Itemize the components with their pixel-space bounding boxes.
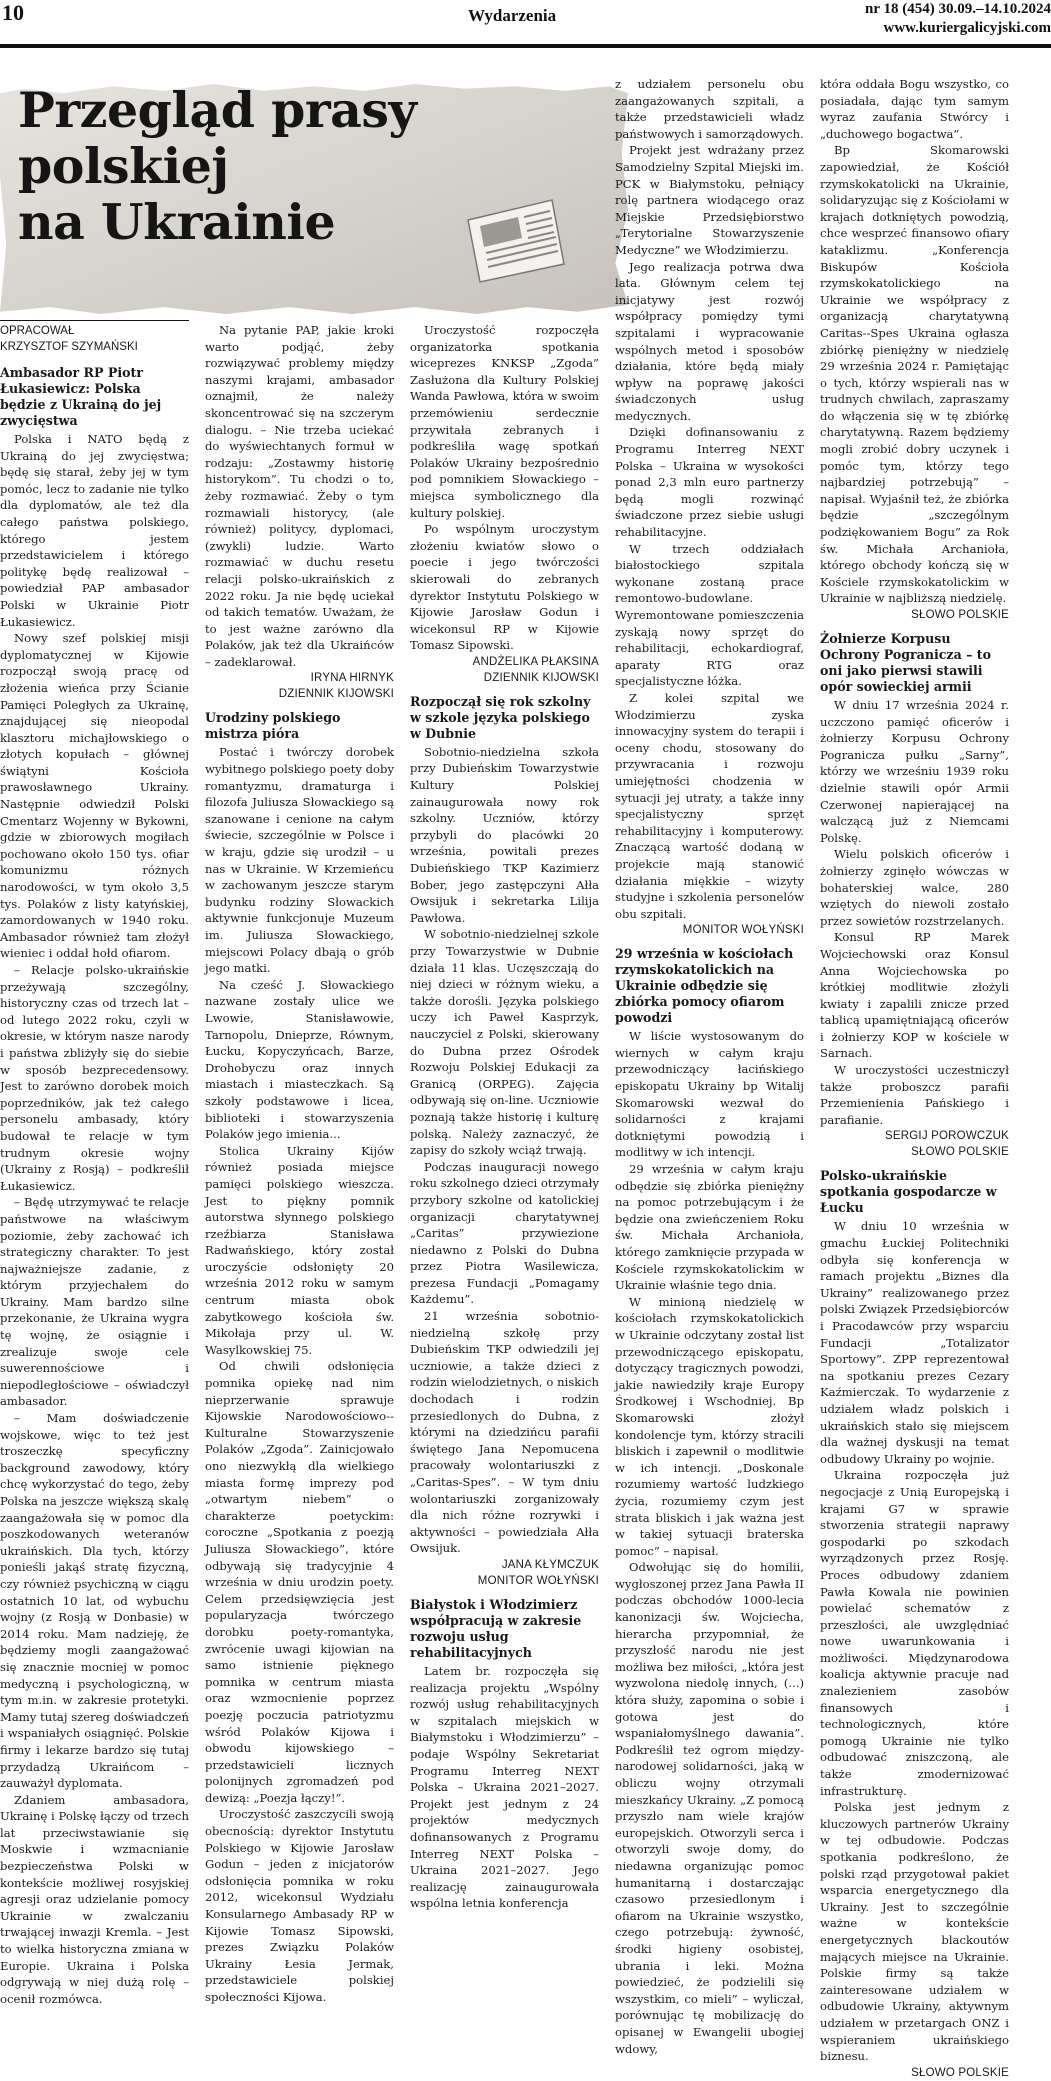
paragraph: Uroczystość zaszczycili swoją obecnością: dyrektor Instytutu Polskiego w Kijowie Jarosław Godun – jeden z inicjatorów odsłonięcia pomnika w roku 2012, wicekonsul Wydziału Konsularnego Ambasady RP w Kijowie Tomasz Sipowski, prezes Związku Polaków Ukrainy Łesia Jermak, przedstawiciele polskiej społeczności Kijowa. (205, 1807, 394, 2004)
byline: SERGIJ POROWCZUK SŁOWO POLSKIE (885, 1130, 1009, 1159)
paragraph: Na pytanie PAP, jakie kroki warto podjąć, żeby rozwiązywać problemy między naszymi krajami, ambasador oznajmił, że należy skoncentrować się na szczerym dialogu. – Nie trzeba uciekać do wyświechtanych formuł w rodzaju: „Zostawmy historię historykom”. Tu chodzi o to, żeby rozmawiać. Żeby o tym rozmawiali historycy, (ale również) politycy, dyplomaci, (zwykli) ludzie. Warto rozmawiać w duchu resetu relacji polsko-ukraińskich z 2022 roku. Ja nie będę uciekał od takich tematów. Uważam, że to jest ważne zarówno dla Polaków, jak też dla Ukraińców – zadeklarował. (205, 323, 394, 669)
paragraph: Projekt jest wdrażany przez Samodzielny Szpital Miejski im. PCK w Białymstoku, pełniący rolę partnera wiodącego oraz Miejskie Przedsiębiorstwo „Terytorialne Stowarzyszenie Medyczne” we Włodzimierzu. (615, 143, 804, 257)
paragraph: Postać i twórczy dorobek wybitnego polskiego poety doby romantyzmu, dramaturga i filozofa Juliusza Słowackiego są szanowane i cenione na całym świecie, szczególnie w Polsce i w kraju, gdzie się urodził – u nas w Ukrainie. W Krzemieńcu w zachowanym jeszcze starym budynku rodziny Słowackich aktywnie funkcjonuje Muzeum im. Juliusza Słowackiego, miejscowi Polacy dbają o grób jego matki. (205, 745, 394, 976)
paragraph: Sobotnio-niedzielna szkoła przy Dubieńskim Towarzystwie Kultury Polskiej zainaugurowała nowy rok szkolny. Uczniów, którzy przybyli do placówki 20 września, powitali prezes Dubieńskiego TKP Kazimierz Bober, jego zastępczyni Ałła Owsijuk i sekretarka Lilija Pawłowa. (410, 744, 599, 925)
paragraph: 29 września w całym kraju odbędzie się zbiórka pieniężny na pomoc potrzebującym i że będzie ona zwieńczeniem Roku św. Michała Archanioła, którego zamknięcie przypada w Kościele rzymskokatolickim w Ukrainie właśnie tego dnia. (615, 1162, 804, 1293)
paragraph: W minioną niedzielę w kościołach rzymskokatolickich w Ukrainie odczytany został list przewodniczącego episkopatu, dotyczący tragicznych powodzi, jakie nawiedziły kraje Europy Środkowej i Wschodniej. Bp Skomarowski złożył kondolencje tym, którzy stracili bliskich i zapewnił o modlitwie w ich intencji. „Doskonale rozumiemy wartość ludzkiego życia, rozumiemy czym jest strata bliskich i jak ważna jest w takiej sytuacji braterska pomoc” – napisał. (615, 1294, 804, 1558)
page-number: 10 (2, 0, 24, 25)
column-1 (0, 320, 189, 2007)
byline: JANA KŁYMCZUK MONITOR WOŁYŃSKI (477, 1558, 599, 1587)
section-title: Wydarzenia (468, 6, 557, 25)
title-banner (0, 72, 630, 322)
paragraph: Na cześć J. Słowackiego nazwane zostały ulice we Lwowie, Stanisławowie, Tarnopolu, Dnieprze, Równym, Łucku, Kopyczyńcach, Barze, Drohobyczu oraz innych miastach i miasteczkach. Są szkoły podstawowe i licea, biblioteki i stowarzyszenia Polaków jego imienia... (205, 977, 394, 1142)
paragraph: W sobotnio-niedzielnej szkole przy Towarzystwie w Dubnie działa 11 klas. Uczęszczają do niej dzieci w różnym wieku, a także dorośli. Języka polskiego uczy ich Paweł Kasprzyk, nauczyciel z Polski, skierowany do Dubna przez Ośrodek Rozwoju Polskiej Edukacji za Granicą (ORPEG). Zajęcia odbywają się on-line. Uczniowie poznają także historię i kulturę polską. Należy zaznaczyć, że zapisy do szkoły wciąż trwają. (410, 927, 599, 1158)
paragraph: Jego realizacja potrwa dwa lata. Głównym celem tej inicjatywy jest rozwój współpracy pomiędzy tymi szpitalami i wypracowanie wspólnych metod i sposobów działania, które będą miały wpływ na poprawę jakości świadczonych usług medycznych. (615, 259, 804, 423)
paragraph: Polska i NATO będą z Ukrainą do jej zwycięstwa; będę się starał, żeby jej w tym pomóc, lecz to zadanie nie tylko dla dyplomatów, ale też dla całego państwa polskiego, którego jestem przedstawicielem i którego politykę będę realizował – powiedział PAP ambasador Polski w Ukrainie Piotr Łukasiewicz. (0, 432, 189, 629)
paragraph: Z kolei szpital we Włodzimierzu zyska innowacyjny system do terapii i oceny chodu, stosowany do przywracania i rozwoju umiejętności chodzenia w sytuacji jej utraty, a także inny specjalistyczny sprzęt rehabilitacyjny i komputerowy. Znaczącą wartość dodaną w projekcie mają stanowić działania miękkie – wizyty studyjne i szkolenia personelów obu szpitali. (615, 690, 804, 921)
paragraph: Ukraina rozpoczęła już negocjacje z Unią Europejską i krajami G7 w sprawie stworzenia strategii naprawy gospodarki po szkodach wyrządzonych przez Rosję. Proces odbudowy zdaniem Pawła Kowala nie powinien powielać schematów z przeszłości, ale uwzględniać nowe uwarunkowania i możliwości. Międzynarodowa koalicja aktywnie pracuje nad znalezieniem zasobów finansowych i technologicznych, które pomogą Ukrainie nie tylko odbudować zniszczoną, ale także zmodernizować infrastrukturę. (820, 1468, 1009, 1798)
paragraph: W dniu 17 września 2024 r. uczczono pamięć oficerów i żołnierzy Korpusu Ochrony Pogranicza pułku „Sarny”, którzy we wrześniu 1939 roku dzielnie stawili opór Armii Czerwonej napierającej na walczącą już z Niemcami Polskę. (820, 698, 1009, 845)
paragraph: 21 września sobotnio-niedzielną szkołę przy Dubieńskim TKP odwiedzili jej uczniowie, a także dzieci z rodzin wielodzietnych, o niskich dochodach i rodzin przesiedlonych do Dubna, z którymi na dziedzińcu parafii świętego Jana Nepomucena pracowały wolontariuszki z „Caritas-Spes”. – W tym dniu wolontariuszki zorganizowały dla nich różne rozrywki i aktywności – powiedziała Ałła Owsijuk. (410, 1309, 599, 1556)
paragraph: Polska jest jednym z kluczowych partnerów Ukrainy w tej odbudowie. Podczas spotkania podkreślono, że polski rząd przygotował pakiet wsparcia energetycznego dla Ukrainy. Jest to szczególnie ważne w kontekście energetycznych blackoutów mających miejsce na Ukrainie. Polskie firmy są także zainteresowane udziałem w odbudowie Ukrainy, aktywnym udziałem w przetargach ONZ i wspieraniem ukraińskiego biznesu. (820, 1800, 1009, 2064)
paragraph: Bp Skomarowski zapowiedział, że Kościół rzymskokatolicki na Ukrainie, solidaryzując się z Kościołami w krajach dotkniętych powodzią, chce wesprzeć finansowo ofiary kataklizmu. „Konferencja Biskupów Kościoła rzymskokatolickiego na Ukrainie we współpracy z organizacją charytatywną Caritas--Spes Ukraina ogłasza zbiórkę pieniężny w niedzielę 29 września 2024 r. Pamiętając o tych, którzy wspierali nas w trudnych chwilach, zapraszamy do włączenia się w tę zbiórkę charytatywną. Razem będziemy mogli zrobić dobry uczynek i pomóc tym, którzy tego najbardziej potrzebują” – napisał. Wyjaśnił też, że zbiórka będzie „szczególnym podziękowaniem Bogu” za Rok św. Michała Archanioła, którego obchody kończą się w Kościele rzymskokatolickim w Ukrainie w najbliższą niedzielę. (820, 143, 1009, 606)
newspaper-icon (460, 190, 570, 285)
paragraph: która oddała Bogu wszystko, co posiadała, dając tym samym wyraz zaufania Stwórcy i „duchowego bogactwa”. (820, 77, 1009, 141)
paragraph: Uroczystość rozpoczęła organizatorka spotkania wiceprezes KNKSP „Zgoda” Zasłużona dla Kultury Polskiej Wanda Pawłowa, która w swoim przemówieniu serdecznie przywitała zebranych i podkreśliła wagę spotkań Polaków Ukrainy bezpośrednio pod pomnikiem Słowackiego – miejsca symbolicznego dla kultury polskiej. (410, 323, 599, 520)
article-headline: Urodziny polskiego mistrza pióra (205, 710, 341, 742)
paragraph: Nowy szef polskiej misji dyplomatycznej w Kijowie rozpoczął swoją pracę od złożenia wieńca przy Ścianie Pamięci Poległych za Ukrainę, znajdującej się nieopodal klasztoru michajłowskiego o złotych kopułach – głównej świątyni Kościoła prawosławnego Ukrainy. Następnie odwiedził Polski Cmentarz Wojenny w Bykowni, gdzie w zbiorowych mogiłach pochowano około 150 tys. ofiar komunizmu różnych narodowości, w tym około 3,5 tys. Polaków z listy katyńskiej, zamordowanych w 1940 roku. Ambasador również tam złożył wieniec i oddał hołd ofiarom. (0, 631, 189, 961)
article-headline: 29 września w kościołach rzymskokatolickich na Ukrainie odbędzie się zbiórka pomocy ofiarom powodzi (615, 946, 794, 1026)
paragraph: z udziałem personelu obu zaangażowanych szpitali, a także przedstawicieli władz państwowych i samorządowych. (615, 77, 804, 141)
paragraph: Od chwili odsłonięcia pomnika opiekę nad nim nieprzerwanie sprawuje Kijowskie Narodowościowo--Kulturalne Stowarzyszenie Polaków „Zgoda”. Zainicjowało ono niezwykłą dla wielkiego miasta formę imprezy pod „otwartym niebem” o charakterze poetyckim: coroczne „Spotkania z poezją Juliusza Słowackiego”, które odbywają się tradycyjnie 4 września w dniu urodzin poety. Celem przedsięwzięcia jest popularyzacja twórczego dorobku poety-romantyka, zwrócenie uwagi kijowian na samo istnienie pięknego pomnika w centrum miasta oraz wzmocnienie poprzez poezję poczucia patriotyzmu wśród Polaków Kijowa i obwodu kijowskiego – przedstawicieli licznych polonijnych zgromadzeń pod dewizą: „Poezja łączy!”. (205, 1359, 394, 1805)
paragraph: Zdaniem ambasadora, Ukrainę i Polskę łączy od trzech lat przeciwstawianie się Moskwie i wzmacnianie bezpieczeństwa Polski w kontekście możliwej rosyjskiej agresji oraz udzielanie pomocy Ukrainie w zwalczaniu trwającej inwazji Kremla. – Jest to wielka historyczna zmiana w Europie. Ukraina i Polska odgrywają w niej dużą rolę – ocenił rozmówca. (0, 1792, 189, 2006)
column-5 (820, 76, 1009, 2081)
issue-info (865, 0, 1051, 38)
column-3 (410, 322, 599, 1912)
byline: IRYNA HIRNYK DZIENNIK KIJOWSKI (278, 672, 394, 701)
paragraph: Stolica Ukrainy Kijów również posiada miejsce pamięci polskiego wieszcza. Jest to piękny pomnik autorstwa słynnego polskiego rzeźbiarza Stanisława Radwańskiego, który został uroczyście odsłonięty 20 września 2012 roku w samym centrum miasta obok zabytkowego kościoła św. Mikołaja przy ul. W. Wasylkowskiej 75. (205, 1143, 394, 1357)
page-header (0, 0, 1051, 48)
article-headline: Rozpoczął się rok szkolny w szkole języka polskiego w Dubnie (410, 693, 591, 741)
byline: MONITOR WOŁYŃSKI (682, 924, 804, 937)
paragraph: Latem br. rozpoczęła się realizacja projektu „Wspólny rozwój usług rehabilitacyjnych w szpitalach miejskich w Białymstoku i Włodzimierzu” – podaje Wspólny Sekretariat Programu Interreg NEXT Polska – Ukraina 2021–2027. Projekt jest jednym z 24 projektów medycznych dofinansowanych z Programu Interreg NEXT Polska – Ukraina 2021–2027. Jego realizację zainaugurowała wspólna letnia konferencja (410, 1663, 599, 1911)
paragraph: W dniu 10 września w gmachu Łuckiej Politechniki odbyła się konferencja w ramach projektu „Biznes dla Ukrainy” realizowanego przez polski Związek Przedsiębiorców i Pracodawców przy wsparciu Fundacji „Totalizator Sportowy”. ZPP reprezentował na spotkaniu prezes Cezary Kaźmierczak. To wydarzenie z udziałem władz polskich i ukraińskich stało się miejscem dla ważnej dyskusji na temat odbudowy Ukrainy po wojnie. (820, 1219, 1009, 1466)
byline: ANDŻELIKA PŁAKSINA DZIENNIK KIJOWSKI (472, 655, 599, 684)
paragraph: Podczas inauguracji nowego roku szkolnego dzieci otrzymały przybory szkolne od katolickiej organizacji charytatywnej „Caritas” przywiezione niedawno z Polski do Dubna przez Piotra Wasilewicza, prezesa Fundacji „Pomagamy Każdemu”. (410, 1159, 599, 1307)
byline: SŁOWO POLSKIE (911, 2066, 1009, 2079)
column-2 (205, 322, 394, 2006)
paragraph: Wielu polskich oficerów i żołnierzy zginęło wówczas w bohaterskiej walce, 280 wziętych do niewoli zostało przez sowietów rozstrzelanych. (820, 847, 1009, 928)
article-headline: Ambasador RP Piotr Łukasiewicz: Polska będzie z Ukrainą do jej zwycięstwa (0, 365, 162, 428)
paragraph: Konsul RP Marek Wojciechowski oraz Konsul Anna Wojciechowska po krótkiej modlitwie złożyli kwiaty i zapalili znicze przed tablicą upamiętniającą oficerów i żołnierzy KOP w kościele w Sarnach. (820, 930, 1009, 1061)
paragraph: Odwołując się do homilii, wygłoszonej przez Jana Pawła II podczas obchodów 1000-lecia kanonizacji św. Wojciecha, hierarcha przypomniał, że przyszłość narodu nie jest możliwa bez miłości, „która jest wyzwolona niedolę innych, (...) która służy, zapomina o sobie i gotowa jest do wspaniałomyślnego dawania”. Podkreślił też ogrom między-narodowej solidarności, jaką w obliczu wojny otrzymali mieszkańcy Ukrainy. „Z pomocą przyszło nam wiele krajów europejskich. Otworzyli serca i otworzyli swoje domy, do niedawna organizując pomoc humanitarną i dostarczając czasowo przesiedlonym i ofiarom na Ukrainie wszystko, czego potrzebują: żywność, środki higieny osobistej, ubrania i leki. Można powiedzieć, że podzielili się wszystkim, co mieli” – wyliczał, porównując tę mobilizację do opisanej w Ewangelii ubogiej wdowy, (615, 1560, 804, 2056)
paragraph: W trzech oddziałach białostockiego szpitala wykonane zostaną prace remontowo-budowlane. Wyremontowane pomieszczenia zyskają nowy sprzęt do rehabilitacji, echokardiograf, aparaty RTG oraz specjalistyczne łóżka. (615, 541, 804, 689)
paragraph: – Będę utrzymywać te relacje państwowe na właściwym poziomie, żeby zachować ich strategiczny charakter. To jest najważniejsze zadanie, z którym przyjechałem do Ukrainy. Mam bardzo silne przekonanie, że Ukraina wygra tę wojnę, że osiągnie i zrealizuje swoje cele suwerennościowe i niepodległościowe – oświadczył ambasador. (0, 1195, 189, 1409)
page-title: Przegląd prasy polskiej na Ukrainie (18, 81, 417, 251)
article-headline: Polsko-ukraińskie spotkania gospodarcze w Łucku (820, 1168, 997, 1216)
paragraph: Po wspólnym uroczystym złożeniu kwiatów słowo o poecie i jego twórczości skierowali do zebranych dyrektor Instytutu Polskiego w Kijowie Jarosław Godun i wicekonsul RP w Kijowie Tomasz Sipowski. (410, 522, 599, 653)
article-headline: Żołnierze Korpusu Ochrony Pogranicza – to oni jako pierwsi stawili opór sowieckiej armii (820, 631, 992, 694)
paragraph: – Mam doświadczenie wojskowe, więc to też jest troszeczkę specyficzny background zawodowy, który chcę wykorzystać do tego, żeby Polska na jeszcze większą skalę zaangażowała się w pomoc dla poszkodowanych weteranów ukraińskich. Dla tych, którzy ponieśli jakąś stratę fizyczną, czy również psychiczną w ciągu ostatnich 10 lat, od wybuchu wojny (z Rosją w Donbasie) w 2014 roku. Mam nadzieję, że będziemy mogli zaangażować się znacznie mocniej w pomoc medyczną i psychologiczną, w tym m.in. w zakresie protetyki. Mamy tutaj szereg doświadczeń i wspaniałych osiągnięć. Polskie firmy i lekarze bardzo się tutaj przydadzą Ukraińcom – zauważył dyplomata. (0, 1411, 189, 1791)
issue-number: nr 18 (454) 30.09.–14.10.2024 (865, 1, 1051, 17)
article-headline: Białystok i Włodzimierz współpracują w zakresie rozwoju usług rehabilitacyjnych (410, 1596, 582, 1660)
paragraph: Dzięki dofinansowaniu z Programu Interreg NEXT Polska – Ukraina w wysokości ponad 2,3 mln euro partnerzy będą mogli rozwinąć świadczone przez siebie usługi rehabilitacyjne. (615, 425, 804, 540)
byline: SŁOWO POLSKIE (911, 609, 1009, 621)
website-link[interactable]: www.kuriergalicyjski.com (883, 20, 1051, 36)
author-credit: OPRACOWAŁ KRZYSZTOF SZYMAŃSKI (0, 320, 189, 355)
column-4 (615, 76, 804, 2057)
paragraph: W uroczystości uczestniczył także proboszcz parafii Przemienienia Pańskiego i parafianie. (820, 1063, 1009, 1127)
paragraph: – Relacje polsko-ukraińskie przeżywają szczególny, historyczny czas od trzech lat – od lutego 2022 roku, czyli w okresie, w którym nasze narody i państwa zbliżyły się do siebie w sposób bezprecedensowy. Jest to zarówno dorobek moich poprzedników, jak też całego personelu ambasady, który budował te relacje w tym trudnym okresie wojny (Ukrainy z Rosją) – podkreślił Łukasiewicz. (0, 963, 189, 1193)
paragraph: W liście wystosowanym do wiernych w całym kraju przewodniczący łacińskiego episkopatu Ukrainy bp Witalij Skomarowski wezwał do solidarności z krajami dotkniętymi powodzią i modlitwy w ich intencji. (615, 1029, 804, 1160)
